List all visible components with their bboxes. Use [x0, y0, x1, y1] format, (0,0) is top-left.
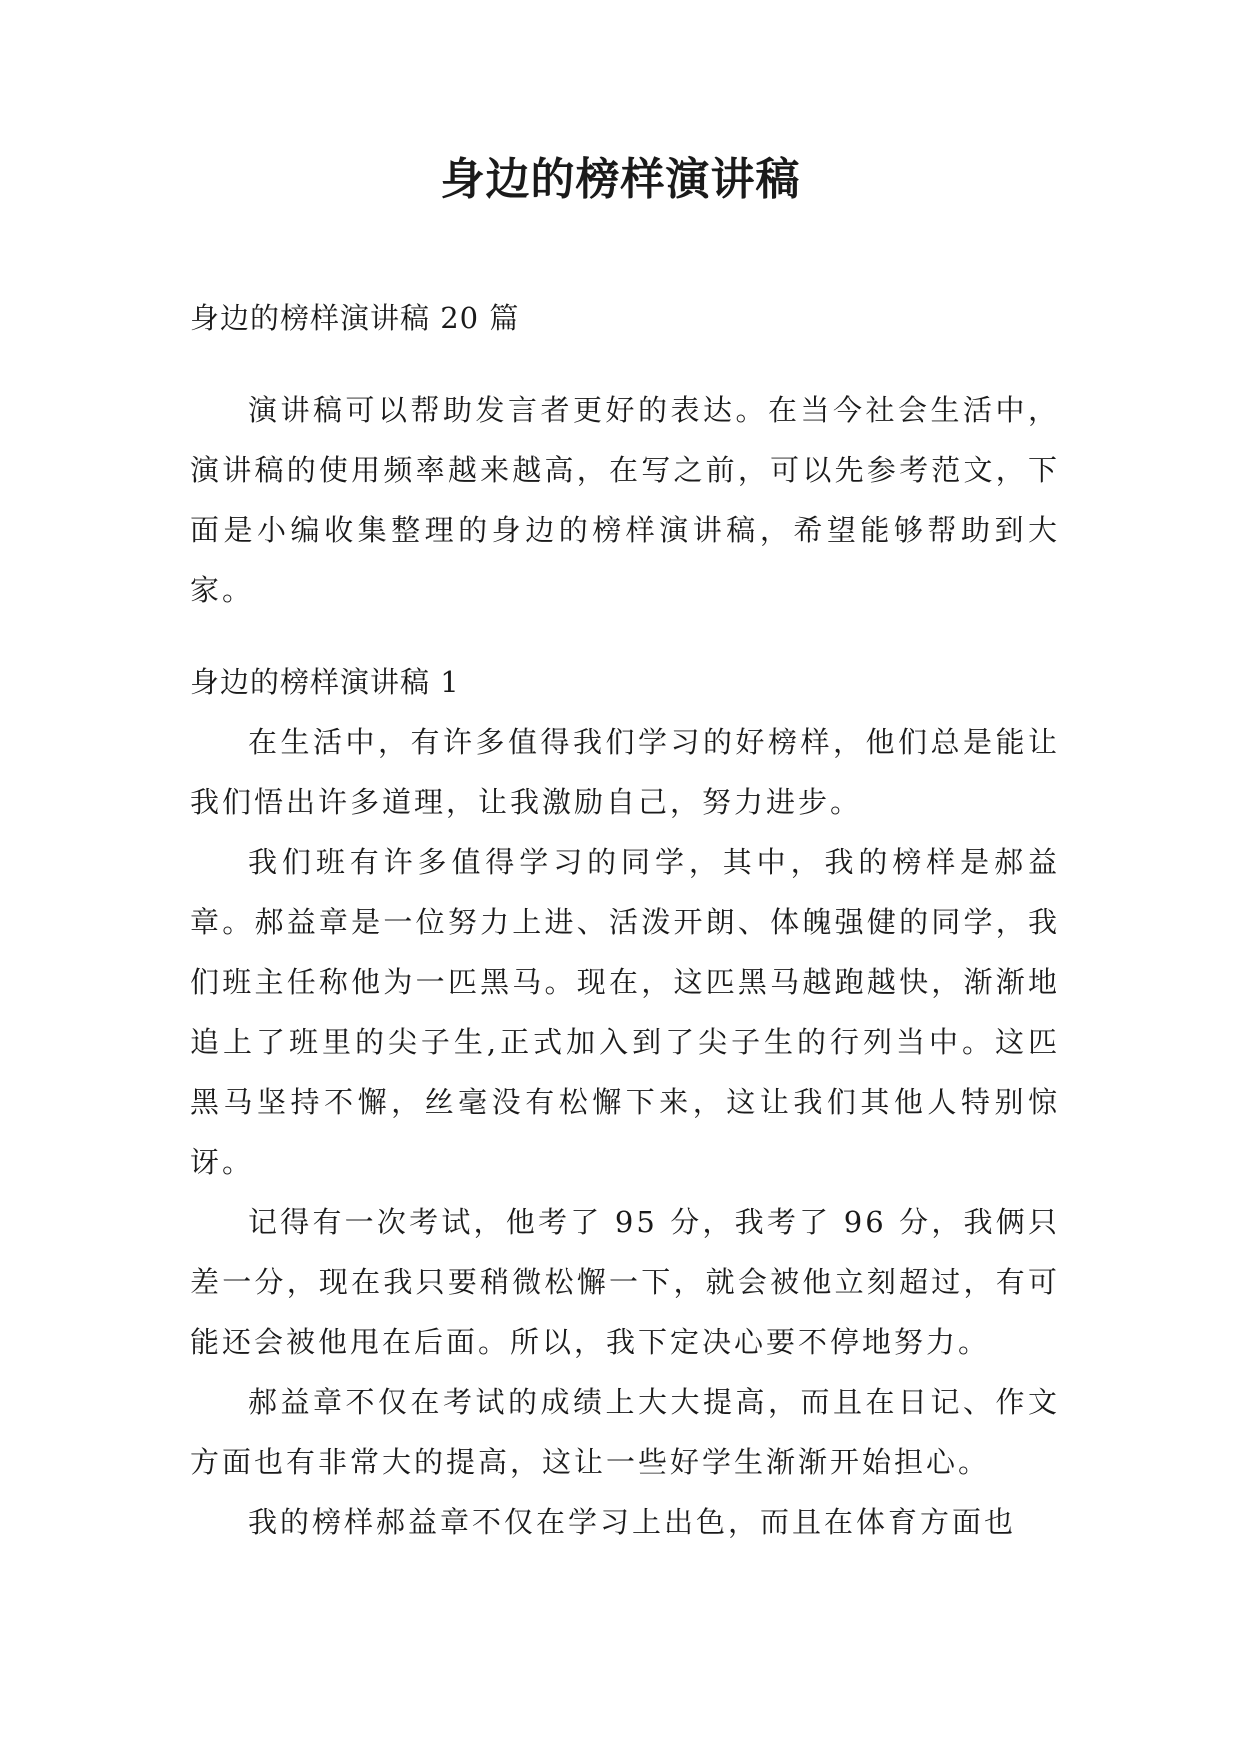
body-paragraph: 记得有一次考试，他考了 95 分，我考了 96 分，我俩只差一分，现在我只要稍微松懈一下，就会被他立刻超过，有可能还会被他甩在后面。所以，我下定决心要不停地努力。: [190, 1205, 1060, 1359]
intro-paragraph: 演讲稿可以帮助发言者更好的表达。在当今社会生活中，演讲稿的使用频率越来越高，在写之前，可以先参考范文，下面是小编收集整理的身边的榜样演讲稿，希望能够帮助到大家。: [190, 393, 1060, 607]
body-paragraph: 我们班有许多值得学习的同学，其中，我的榜样是郝益章。郝益章是一位努力上进、活泼开朗、体魄强健的同学，我们班主任称他为一匹黑马。现在，这匹黑马越跑越快，渐渐地追上了班里的尖子生,正式加入到了尖子生的行列当中。这匹黑马坚持不懈，丝毫没有松懈下来，这让我们其他人特别惊讶。: [190, 845, 1060, 1179]
body-paragraph: 郝益章不仅在考试的成绩上大大提高，而且在日记、作文方面也有非常大的提高，这让一些好学生渐渐开始担心。: [190, 1385, 1060, 1479]
section-heading: 身边的榜样演讲稿 1: [190, 665, 460, 699]
body-paragraph: 在生活中，有许多值得我们学习的好榜样，他们总是能让我们悟出许多道理，让我激励自己，努力进步。: [190, 725, 1060, 819]
document-title: 身边的榜样演讲稿: [440, 154, 801, 205]
document-body: [190, 288, 1060, 1552]
document-subtitle: 身边的榜样演讲稿 20 篇: [190, 301, 520, 335]
body-paragraph: 我的榜样郝益章不仅在学习上出色，而且在体育方面也: [248, 1505, 1017, 1539]
